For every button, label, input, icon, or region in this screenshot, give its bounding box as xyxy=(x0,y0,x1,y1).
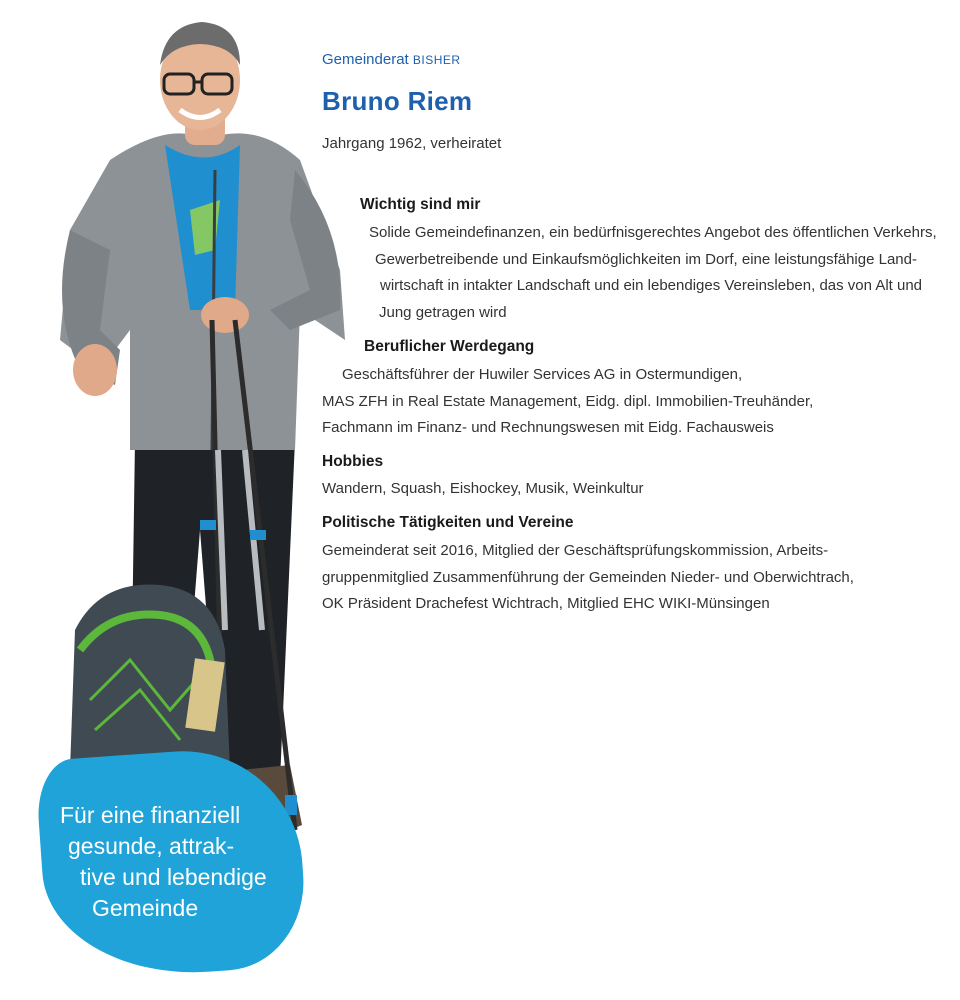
section-heading-career: Beruflicher Werdegang xyxy=(364,338,535,355)
candidate-meta: Jahrgang 1962, verheiratet xyxy=(322,135,502,152)
person-illustration xyxy=(40,10,360,870)
slogan-text xyxy=(60,800,290,924)
body-line: gruppenmitglied Zusammenführung der Gemeinden Nieder- und Oberwichtrach, xyxy=(322,568,854,586)
role-title: Gemeinderat xyxy=(322,51,409,68)
section-heading-hobbies: Hobbies xyxy=(322,453,384,470)
role-label xyxy=(322,51,461,68)
section-heading-priorities: Wichtig sind mir xyxy=(360,196,481,213)
slogan-line: tive und lebendige xyxy=(80,864,267,890)
section-body-hobbies xyxy=(322,476,644,503)
body-line: Geschäftsführer der Huwiler Services AG in Ostermundigen, xyxy=(342,366,743,383)
body-line: Gewerbetreibende und Einkaufsmöglichkeiten im Dorf, eine leistungsfähige Land- xyxy=(375,250,917,268)
body-line: Solide Gemeindefinanzen, ein bedürfnisgerechtes Angebot des öffentlichen Verkehrs, xyxy=(369,224,937,241)
backpack-icon xyxy=(70,585,230,770)
body-line: OK Präsident Drachefest Wichtrach, Mitglied EHC WIKI-Münsingen xyxy=(322,595,770,612)
section-body-priorities xyxy=(369,220,937,326)
body-line: MAS ZFH in Real Estate Management, Eidg. dipl. Immobilien-Treuhänder, xyxy=(322,392,814,410)
slogan-line: gesunde, attrak- xyxy=(68,833,235,859)
body-line: Fachmann im Finanz- und Rechnungswesen mit Eidg. Fachausweis xyxy=(322,419,774,436)
body-line: Wandern, Squash, Eishockey, Musik, Weinkultur xyxy=(322,480,644,497)
role-status: BISHER xyxy=(412,53,461,67)
body-line: wirtschaft in intakter Landschaft und ein lebendiges Vereinsleben, das von Alt und xyxy=(380,277,923,294)
candidate-name: Bruno Riem xyxy=(322,86,473,116)
body-line: Jung getragen wird xyxy=(379,303,507,321)
slogan-line: Gemeinde xyxy=(92,895,199,921)
section-body-career xyxy=(322,362,813,442)
section-heading-politics: Politische Tätigkeiten und Vereine xyxy=(322,514,574,531)
slogan-line: Für eine finanziell xyxy=(60,802,241,828)
portrait-photo xyxy=(40,10,360,870)
body-line: Gemeinderat seit 2016, Mitglied der Geschäftsprüfungskommission, Arbeits- xyxy=(322,542,829,559)
section-body-politics xyxy=(322,538,854,618)
